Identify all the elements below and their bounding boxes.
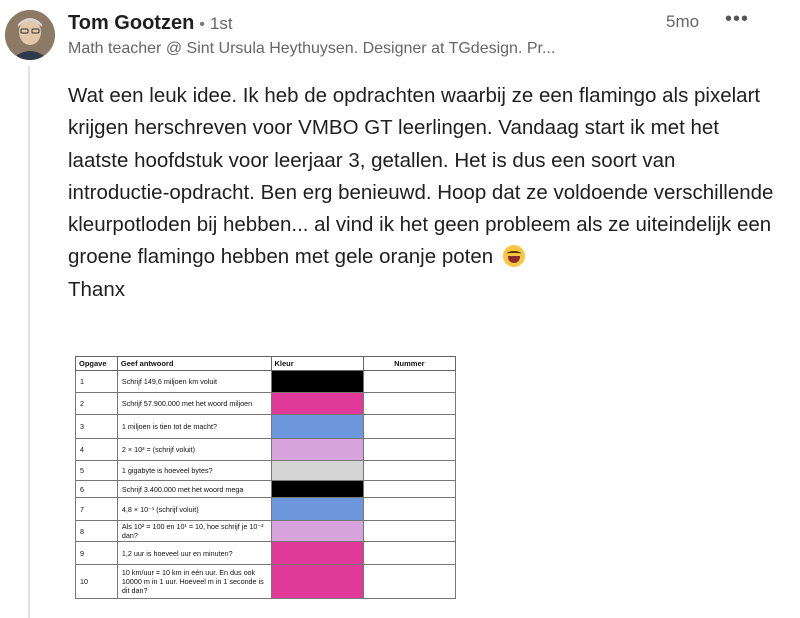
row-question: Als 10² = 100 en 10¹ = 10, hoe schrijf je 10⁻² dan? [117, 521, 271, 542]
row-answer-cell [363, 565, 455, 599]
row-answer-cell [363, 393, 455, 415]
row-color-swatch [271, 439, 363, 461]
row-answer-cell [363, 371, 455, 393]
row-color-swatch [271, 498, 363, 521]
row-question: 10 km/uur = 10 km in eén uur. En dus ook 10000 m in 1 uur. Hoeveel m in 1 seconde is dit dan? [117, 565, 271, 599]
row-number: 7 [76, 498, 118, 521]
comment-closing: Thanx [68, 277, 125, 301]
worksheet-row [76, 481, 456, 498]
worksheet-header-row [76, 357, 456, 371]
comment-timestamp: 5mo [666, 12, 700, 31]
worksheet-row [76, 565, 456, 599]
row-color-swatch [271, 542, 363, 565]
row-number: 4 [76, 439, 118, 461]
profile-photo-icon [5, 10, 55, 60]
row-number: 3 [76, 415, 118, 439]
more-horizontal-icon: ••• [724, 8, 749, 30]
row-number: 1 [76, 371, 118, 393]
worksheet-table [75, 356, 456, 599]
row-question: Schrijf 3.400.000 met het woord mega [117, 481, 271, 498]
row-question: 1 gigabyte is hoeveel bytes? [117, 461, 271, 481]
degree-separator: • [199, 16, 205, 33]
more-options-button[interactable] [723, 9, 751, 33]
comment-text: Wat een leuk idee. Ik heb de opdrachten waarbij ze een flamingo als pixelart krijgen herschreven voor VMBO GT leerlingen. Vandaag start ik met het laatste hoofdstuk voor leerjaar 3, getallen. Het is dus een soort van introductie-opdracht. Ben erg benieuwd. Hoop dat ze voldoende verschillende kleurpotloden bij hebben... al vind ik het geen probleem als ze uiteindelijk een groene flamingo hebben met gele oranje poten [68, 84, 774, 269]
row-answer-cell [363, 542, 455, 565]
worksheet-image[interactable] [75, 356, 460, 601]
row-color-swatch [271, 521, 363, 542]
author-avatar[interactable] [5, 10, 55, 60]
header-kleur: Kleur [271, 357, 363, 371]
header-geef-antwoord: Geef antwoord [117, 357, 271, 371]
row-question: 1 miljoen is tien tot de macht? [117, 415, 271, 439]
row-color-swatch [271, 565, 363, 599]
row-color-swatch [271, 371, 363, 393]
worksheet-row [76, 542, 456, 565]
row-color-swatch [271, 393, 363, 415]
author-headline: Math teacher @ Sint Ursula Heythuysen. Designer at TGdesign. Pr... [68, 40, 556, 57]
worksheet-row [76, 498, 456, 521]
header-opgave: Opgave [76, 357, 118, 371]
comment-body [68, 80, 780, 306]
row-number: 9 [76, 542, 118, 565]
row-color-swatch [271, 415, 363, 439]
author-line [68, 12, 233, 35]
thread-line [28, 66, 30, 618]
row-question: Schrijf 57.900.000 met het woord miljoen [117, 393, 271, 415]
row-answer-cell [363, 521, 455, 542]
worksheet-row [76, 371, 456, 393]
row-question: 2 × 10³ = (schrijf voluit) [117, 439, 271, 461]
worksheet-row [76, 415, 456, 439]
row-question: Schrijf 149,6 miljoen km voluit [117, 371, 271, 393]
row-color-swatch [271, 461, 363, 481]
row-question: 4,8 × 10⁻¹ (schrijf voluit) [117, 498, 271, 521]
worksheet-row [76, 439, 456, 461]
row-answer-cell [363, 498, 455, 521]
row-number: 6 [76, 481, 118, 498]
worksheet-row [76, 393, 456, 415]
row-answer-cell [363, 461, 455, 481]
row-number: 2 [76, 393, 118, 415]
row-answer-cell [363, 439, 455, 461]
rolling-on-floor-laughing-emoji-icon [503, 245, 525, 267]
row-number: 10 [76, 565, 118, 599]
connection-degree: 1st [209, 14, 233, 33]
row-question: 1,2 uur is hoeveel uur en minuten? [117, 542, 271, 565]
row-answer-cell [363, 415, 455, 439]
row-number: 5 [76, 461, 118, 481]
header-nummer: Nummer [363, 357, 455, 371]
worksheet-row [76, 461, 456, 481]
worksheet-row [76, 521, 456, 542]
row-answer-cell [363, 481, 455, 498]
row-number: 8 [76, 521, 118, 542]
row-color-swatch [271, 481, 363, 498]
author-name[interactable]: Tom Gootzen [68, 12, 195, 34]
